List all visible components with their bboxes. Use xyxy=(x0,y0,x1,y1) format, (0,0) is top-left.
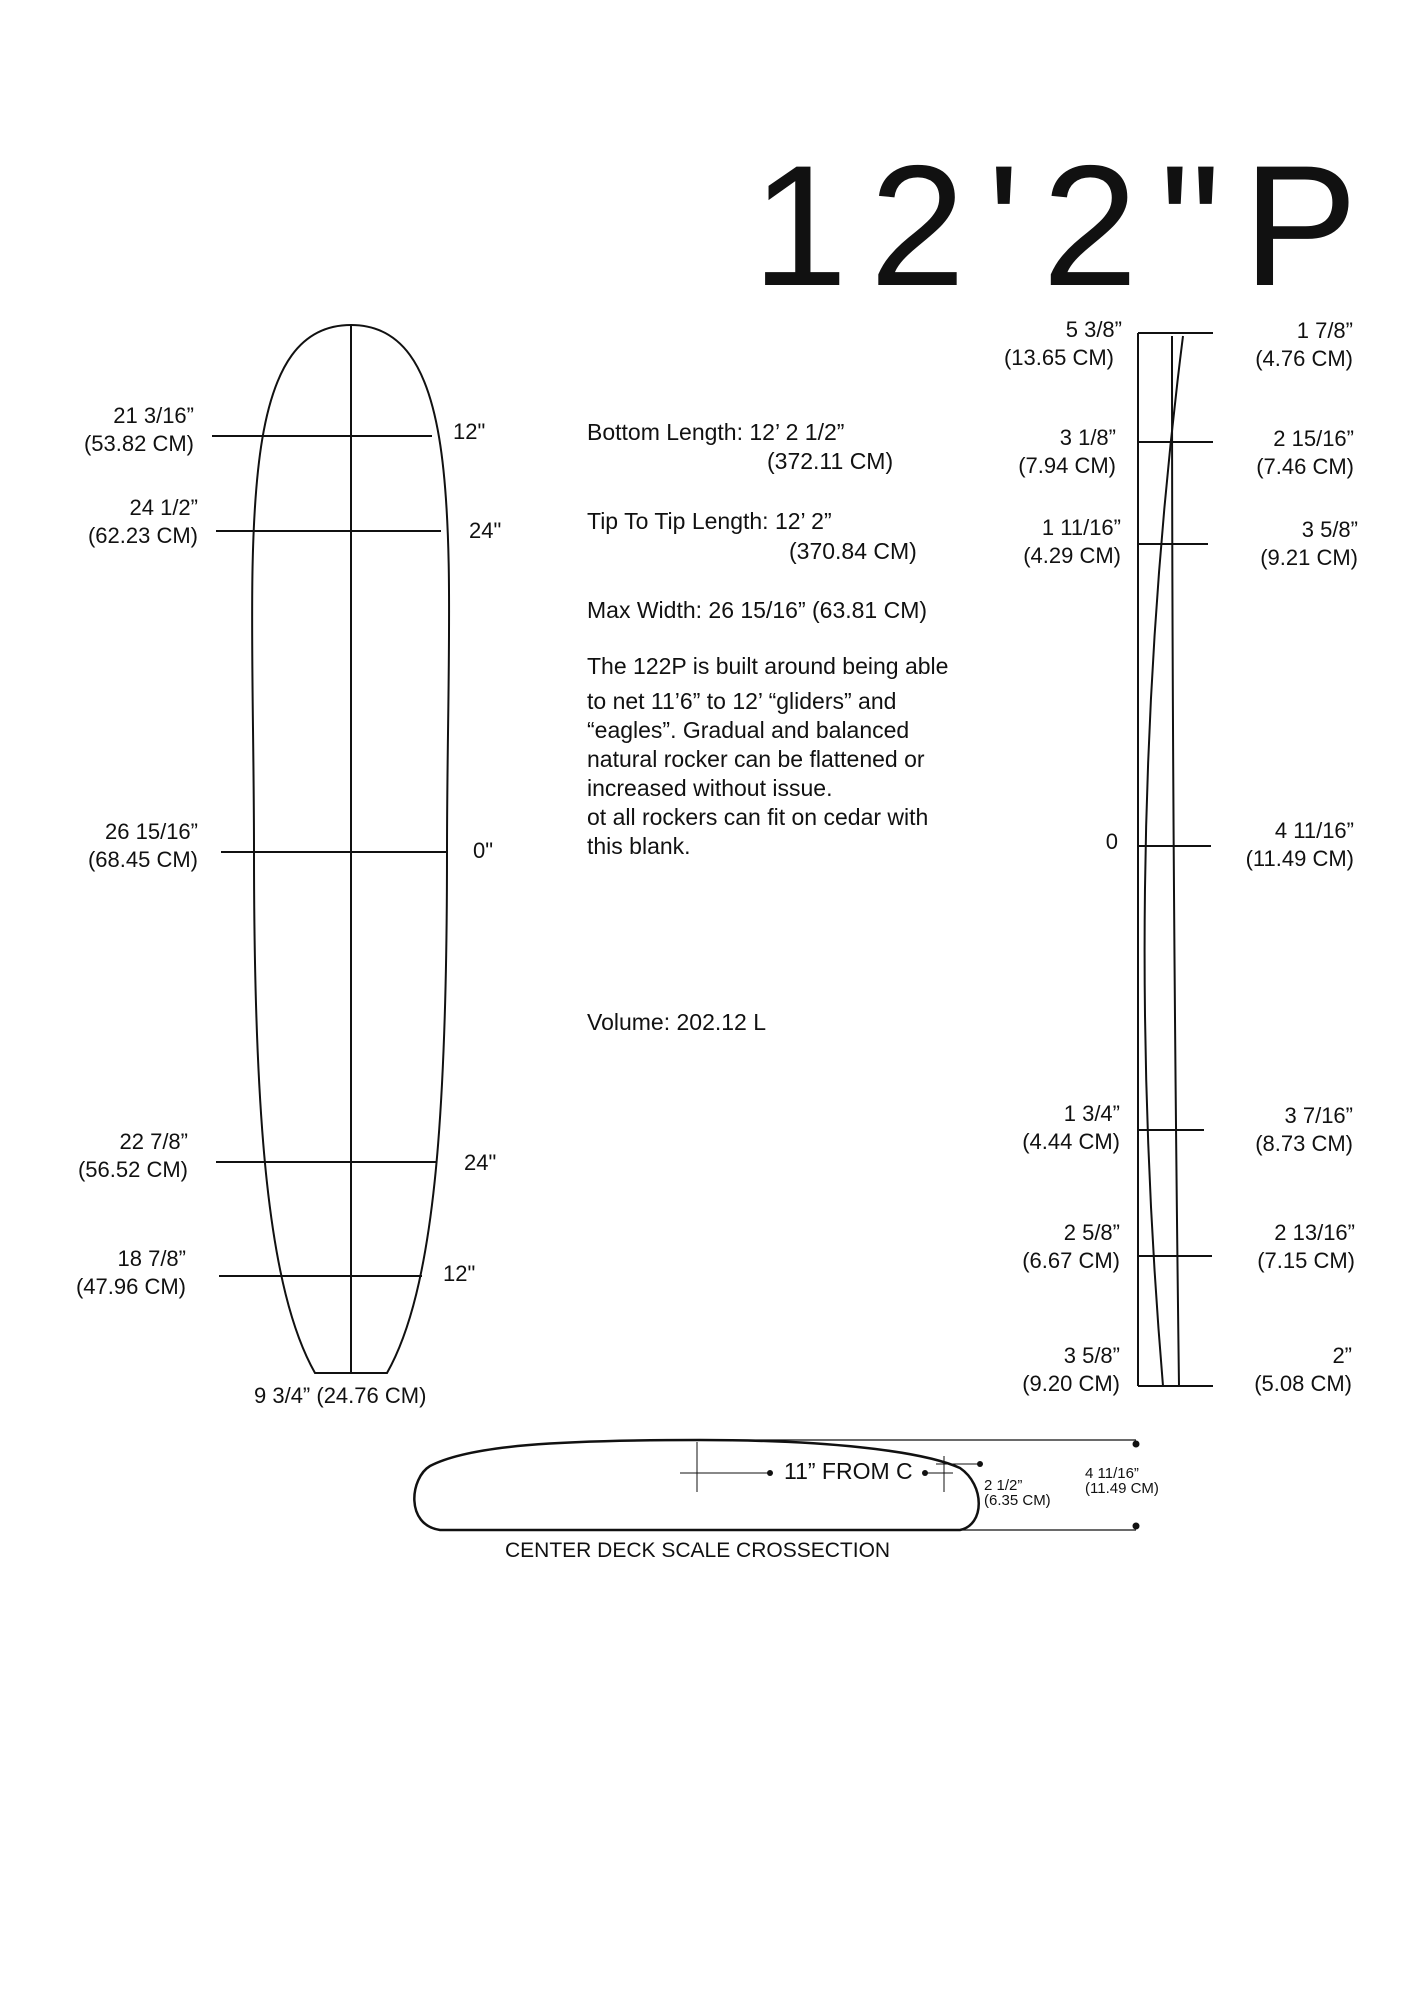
rocker-cm: (13.65 CM) xyxy=(1003,345,1114,370)
rocker-cm: (6.67 CM) xyxy=(1022,1248,1120,1273)
from-center-label: 11” FROM C xyxy=(784,1458,913,1484)
rocker-right-label xyxy=(1257,1219,1355,1275)
description-line: to net 11’6” to 12’ “gliders” and xyxy=(587,688,897,714)
width-label-12-nose xyxy=(84,402,194,458)
rocker-cm: (4.29 CM) xyxy=(1023,543,1121,568)
rocker-cm: (9.21 CM) xyxy=(1260,545,1358,570)
width-label-24-nose xyxy=(88,494,198,550)
description-line: increased without issue. xyxy=(587,775,833,801)
description-line: The 122P is built around being able xyxy=(587,653,949,679)
rocker-inches: 1 7/8” xyxy=(1296,318,1353,343)
rail-thickness-label xyxy=(984,1478,1051,1508)
rocker-left-label xyxy=(1022,1342,1120,1398)
max-width: Max Width: 26 15/16” (63.81 CM) xyxy=(587,597,928,623)
model-title: 12'2"P xyxy=(752,130,1380,322)
rocker-left-label xyxy=(1004,316,1122,372)
crosssection-caption: CENTER DECK SCALE CROSSECTION xyxy=(505,1539,891,1562)
rocker-inches: 2 15/16” xyxy=(1273,426,1354,451)
width-inches: 21 3/16” xyxy=(113,403,194,428)
thickness-inches: 4 11/16” xyxy=(1085,1465,1139,1482)
tail-width-label: 9 3/4” (24.76 CM) xyxy=(254,1383,427,1408)
rocker-inches: 2 13/16” xyxy=(1274,1220,1355,1245)
rail-cm: (6.35 CM) xyxy=(984,1492,1051,1509)
thickness-cm: (11.49 CM) xyxy=(1085,1480,1159,1497)
width-label-center xyxy=(88,818,198,874)
rocker-inches: 3 7/16” xyxy=(1284,1103,1353,1128)
rocker-cm: (4.44 CM) xyxy=(1022,1129,1120,1154)
rocker-inches: 4 11/16” xyxy=(1274,818,1354,843)
rocker-cm: (7.46 CM) xyxy=(1256,454,1354,479)
width-cm: (62.23 CM) xyxy=(87,523,198,548)
rocker-left-label xyxy=(1022,1100,1120,1156)
rocker-left-label xyxy=(1018,424,1116,480)
rocker-inches: 3 1/8” xyxy=(1059,425,1116,450)
rocker-right-label xyxy=(1254,1342,1352,1398)
rocker-inches: 5 3/8” xyxy=(1065,317,1122,342)
rocker-right-label xyxy=(1256,425,1354,481)
description-line: natural rocker can be flattened or xyxy=(587,746,925,772)
station-label: 24" xyxy=(464,1150,497,1175)
width-inches: 22 7/8” xyxy=(119,1129,188,1154)
rocker-inches: 3 5/8” xyxy=(1063,1343,1120,1368)
width-label-24-tail xyxy=(78,1128,188,1184)
station-label: 24" xyxy=(469,518,502,543)
description-line: ot all rockers can fit on cedar with xyxy=(587,804,929,830)
width-label-12-tail xyxy=(76,1245,186,1301)
description-line: this blank. xyxy=(587,833,691,859)
rocker-inches: 1 11/16” xyxy=(1041,515,1121,540)
rocker-right-label xyxy=(1255,1102,1353,1158)
rocker-cm: (11.49 CM) xyxy=(1245,846,1354,871)
description-line: “eagles”. Gradual and balanced xyxy=(587,717,910,743)
volume: Volume: 202.12 L xyxy=(587,1009,767,1035)
rocker-inches: 1 3/4” xyxy=(1063,1101,1120,1126)
width-inches: 18 7/8” xyxy=(117,1246,186,1271)
rocker-profile xyxy=(1138,333,1213,1386)
rocker-right-label xyxy=(1255,317,1353,373)
rocker-cm: (7.15 CM) xyxy=(1257,1248,1355,1273)
width-cm: (56.52 CM) xyxy=(77,1157,188,1182)
rocker-cm: (5.08 CM) xyxy=(1254,1371,1352,1396)
rocker-right-label xyxy=(1246,817,1354,873)
width-cm: (47.96 CM) xyxy=(75,1274,186,1299)
rocker-cm: (4.76 CM) xyxy=(1255,346,1353,371)
center-thickness-label xyxy=(1085,1466,1159,1496)
tip-length-cm: (370.84 CM) xyxy=(789,538,917,564)
board-outline xyxy=(212,325,449,1373)
rocker-inches: 2 5/8” xyxy=(1063,1220,1120,1245)
station-label: 12" xyxy=(443,1261,476,1286)
width-cm: (68.45 CM) xyxy=(87,847,198,872)
rocker-left-label xyxy=(1023,514,1121,570)
bottom-length: Bottom Length: 12’ 2 1/2” xyxy=(587,419,845,445)
rocker-left-label xyxy=(1022,1219,1120,1275)
station-label: 12" xyxy=(453,419,486,444)
rocker-inches: 3 5/8” xyxy=(1301,517,1358,542)
rocker-inches: 2” xyxy=(1332,1343,1352,1368)
rail-inches: 2 1/2” xyxy=(984,1477,1023,1494)
description xyxy=(587,652,948,861)
bottom-length-cm: (372.11 CM) xyxy=(767,448,894,474)
width-cm: (53.82 CM) xyxy=(83,431,194,456)
rocker-cm: (8.73 CM) xyxy=(1255,1131,1353,1156)
rocker-inches: 0 xyxy=(1105,829,1118,854)
rocker-right-label xyxy=(1260,516,1358,572)
tip-length: Tip To Tip Length: 12’ 2” xyxy=(587,508,832,534)
rocker-cm: (9.20 CM) xyxy=(1022,1371,1120,1396)
rocker-left-label xyxy=(1106,828,1118,856)
width-inches: 26 15/16” xyxy=(105,819,198,844)
station-label: 0" xyxy=(473,838,494,863)
rocker-cm: (7.94 CM) xyxy=(1018,453,1116,478)
width-inches: 24 1/2” xyxy=(129,495,198,520)
